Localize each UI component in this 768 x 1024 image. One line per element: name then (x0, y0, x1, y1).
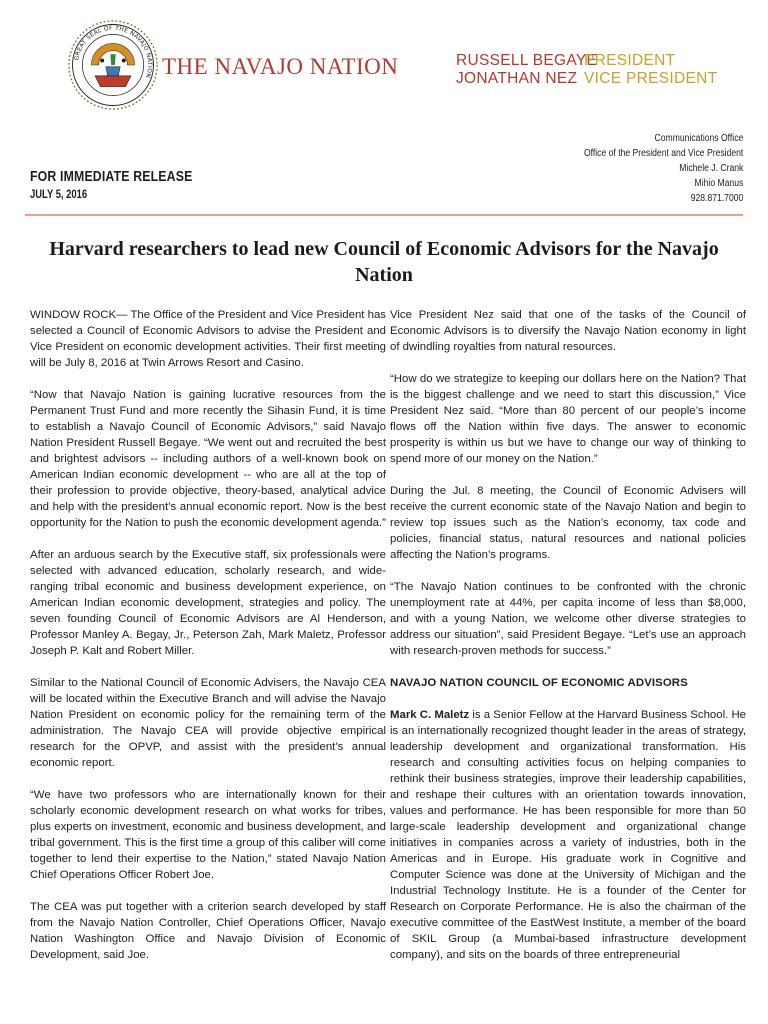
official-president (456, 52, 717, 70)
paragraph: Similar to the National Council of Economic Advisers, the Navajo CEA will be located within the Executive Branch and will advise the Navajo Nation President on economic policy for the remaining term of the administration. The Navajo CEA will provide objective empirical research for the OPVP, and assist with the president’s annual economic report. (30, 677, 386, 769)
contact-office: Communications Office (654, 133, 743, 144)
left-column (30, 307, 386, 979)
paragraph: Vice President Nez said that one of the tasks of the Council of Economic Advisors is to diversify the Navajo Nation economy in light of dwindling royalties from natural resources. (390, 309, 746, 353)
release-date: JULY 5, 2016 (30, 189, 88, 201)
paragraph: During the Jul. 8 meeting, the Council of Economic Advisers will receive the current economic state of the Navajo Nation and begin to review top issues such as the Nation’s economy, tax code and policies, financial status, natural resources and national policies affecting the Nation’s programs. (390, 485, 746, 561)
paragraph: “The Navajo Nation continues to be confronted with the chronic unemployment rate at 44%, per capita income of less than $8,000, and with a young Nation, we welcome other diverse strategies to address our situation”, said President Begaye. “Let’s use an approach with research-proven methods for success.” (390, 581, 746, 657)
org-name: THE NAVAJO NATION (162, 54, 399, 79)
paragraph: After an arduous search by the Executive staff, six professionals were selected with advanced education, scholarly research, and wide-ranging tribal economic and business development experience, on American Indian economic development, strategies and policy. The seven founding Council of Economic Advisors are Al Henderson, Professor Manley A. Begay, Jr., Peterson Zah, Mark Maletz, Professor Joseph P. Kalt and Robert Miller. (30, 549, 386, 657)
release-label: FOR IMMEDIATE RELEASE (30, 168, 193, 185)
contact-person: Michele J. Crank (678, 163, 743, 174)
official-title: PRESIDENT (584, 52, 676, 69)
contact-block (584, 131, 743, 206)
header-divider (25, 214, 743, 216)
paragraph: “Now that Navajo Nation is gaining lucrative resources from the Permanent Trust Fund and more recently the Sihasin Fund, it is time to establish a Navajo Council of Economic Advisors,” said Navajo Nation President Russell Begaye. “We went out and recruited the best and brightest advisors -- including authors of a well-known book on American Indian economic development -- who are all at the top of their profession to provide objective, theory-based, analytical advice and help with the president’s annual economic report. Now is the best opportunity for the Nation to push the economic development agenda.” (30, 389, 386, 529)
contact-office-detail: Office of the President and Vice President (583, 148, 743, 159)
bio-name: Mark C. Maletz (390, 709, 470, 721)
official-title: VICE PRESIDENT (584, 70, 718, 87)
section-heading: NAVAJO NATION COUNCIL OF ECONOMIC ADVISORS (390, 677, 688, 689)
paragraph: “We have two professors who are internationally known for their scholarly economic development research on what works for tribes, plus experts on investment, economic and business development, and tribal government. This is the first time a group of this caliber will come together to lend their expertise to the Nation,” stated Navajo Nation Chief Operations Officer Robert Joe. (30, 789, 386, 881)
contact-person: Mihio Manus (694, 178, 743, 189)
paragraph: “How do we strategize to keeping our dollars here on the Nation? That is the biggest challenge and we need to start this discussion,” Vice President Nez said. “More than 80 percent of our people’s income flows off the Nation within five days. The answer to economic prosperity is within us but we have to change our way of thinking to spend more of our money on the Nation.” (390, 373, 746, 465)
officials-list (456, 52, 717, 88)
paragraph: The CEA was put together with a criterion search developed by staff from the Navajo Nation Controller, Chief Operations Officer, Navajo Nation Washington Office and Navajo Division of Economic Development, said Joe. (30, 901, 386, 961)
release-block (30, 168, 228, 201)
right-column (390, 307, 746, 979)
contact-phone: 928.871.7000 (690, 193, 743, 204)
official-vice-president (456, 70, 717, 88)
svg-text:GREAT SEAL OF THE NAVAJO NATIO: GREAT SEAL OF THE NAVAJO NATION (74, 25, 153, 79)
navajo-nation-seal (68, 20, 158, 110)
paragraph: WINDOW ROCK— The Office of the President and Vice President has selected a Council of Economic Advisors to advise the President and Vice President on economic development activities. Their first meeting will be July 8, 2016 at Twin Arrows Resort and Casino. (30, 309, 386, 369)
headline: Harvard researchers to lead new Council of Economic Advisors for the Navajo Nation (49, 238, 719, 286)
bio-paragraph (390, 707, 746, 963)
bio-text: is a Senior Fellow at the Harvard Business School. He is an internationally recognized thought leader in the areas of strategy, leadership development and organizational transformation. His research and consulting activities focus on helping companies to rethink their business strategies, improve their leadership capabilities, and reshape their cultures with an orientation towards innovation, values and performance. He has been responsible for more than 50 large-scale leadership development and organizational change initiatives in companies across a variety of industries, both in the Americas and in Europe. His graduate work in Cognitive and Computer Science was done at the University of Michigan and the Industrial Technology Institute. He is a founder of the Center for Research on Corporate Performance. He is also the chairman of the executive committee of the EastWest Institute, a member of the board of SKIL Group (a Mumbai-based infrastructure development company), and sits on the boards of three entrepreneurial (390, 709, 747, 961)
official-name: JONATHAN NEZ (456, 70, 578, 87)
official-name: RUSSELL BEGAYE (456, 52, 598, 69)
